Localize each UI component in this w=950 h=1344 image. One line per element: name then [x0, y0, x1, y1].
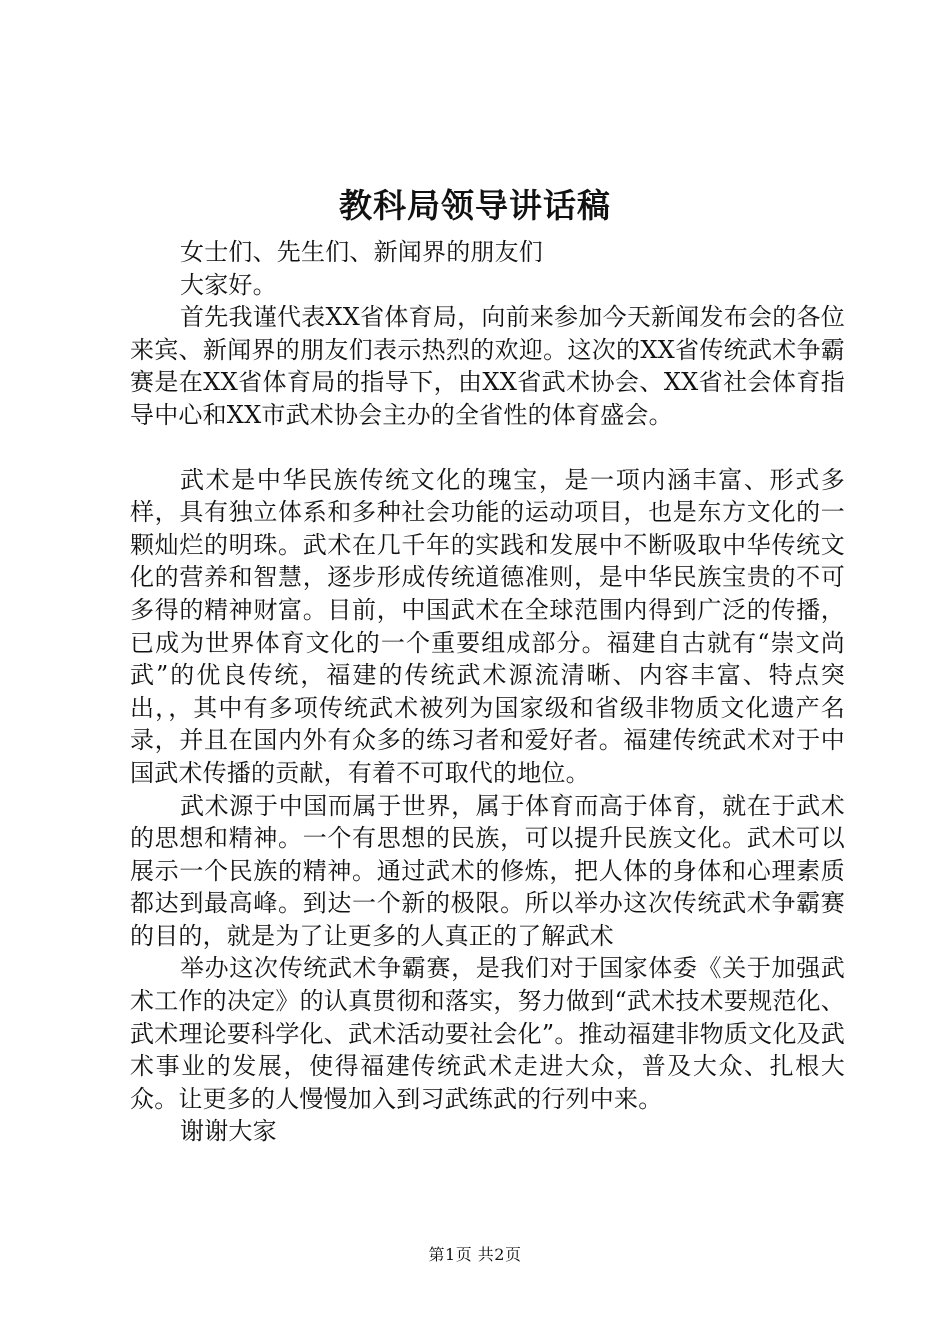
greeting: 大家好。 [180, 270, 277, 299]
closing: 谢谢大家 [180, 1117, 277, 1146]
page-footer: 第1页 共2页 [428, 1245, 522, 1264]
salutation: 女士们、先生们、新闻界的朋友们 [180, 238, 543, 266]
paragraph-wushu-spirit: 武术源于中国而属于世界，属于体育而高于体育，就在于武术的思想和精神。一个有思想的民族，可以提升民族文化。武术可以展示一个民族的精神。通过武术的修炼，把人体的身体和心理素质都达到最高峰。到达一个新的极限。所以举办这次传统武术争霸赛的目的，就是为了让更多的人真正的了解武术 [130, 791, 845, 950]
paragraph-competition-purpose: 举办这次传统武术争霸赛，是我们对于国家体委《关于加强武术工作的决定》的认真贯彻和落实，努力做到“武术技术要规范化、武术理论要科学化、武术活动要社会化”。推动福建非物质文化及武术事业的发展，使得福建传统武术走进大众，普及大众、扎根大众。让更多的人慢慢加入到习武练武的行列中来。 [130, 954, 845, 1113]
paragraph-gap [130, 432, 845, 464]
paragraph-welcome: 首先我谨代表XX省体育局，向前来参加今天新闻发布会的各位来宾、新闻界的朋友们表示热烈的欢迎。这次的XX省传统武术争霸赛是在XX省体育局的指导下，由XX省武术协会、XX省社会体育指导中心和XX市武术协会主办的全省性的体育盛会。 [130, 303, 845, 429]
paragraph-wushu-heritage: 武术是中华民族传统文化的瑰宝，是一项内涵丰富、形式多样，具有独立体系和多种社会功能的运动项目，也是东方文化的一颗灿烂的明珠。武术在几千年的实践和发展中不断吸取中华传统文化的营养和智慧，逐步形成传统道德准则，是中华民族宝贵的不可多得的精神财富。目前，中国武术在全球范围内得到广泛的传播，已成为世界体育文化的一个重要组成部分。福建自古就有“崇文尚武”的优良传统，福建的传统武术源流清晰、内容丰富、特点突出，，其中有多项传统武术被列为国家级和省级非物质文化遗产名录，并且在国内外有众多的练习者和爱好者。福建传统武术对于中国武术传播的贡献，有着不可取代的地位。 [130, 465, 845, 787]
document-title: 教科局领导讲话稿 [339, 186, 611, 225]
document-body [130, 236, 845, 1148]
